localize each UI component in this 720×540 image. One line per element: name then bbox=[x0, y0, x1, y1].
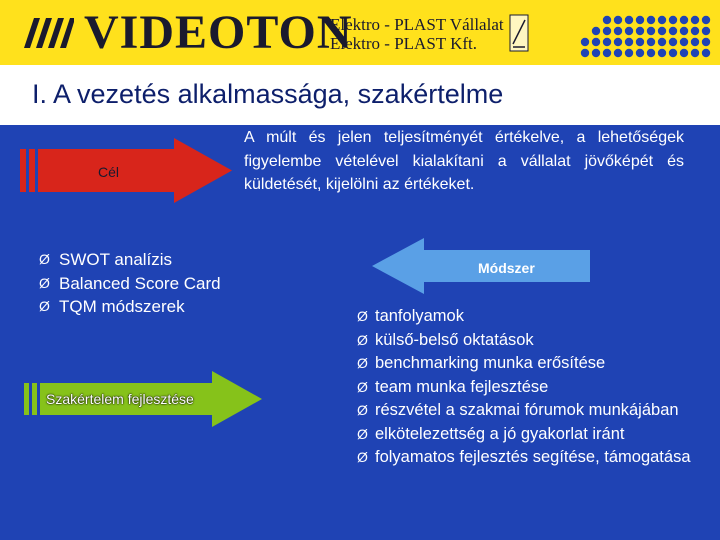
method-label: Módszer bbox=[478, 260, 535, 276]
bullet-arrow-icon: Ø bbox=[357, 308, 368, 324]
plast-emblem-icon bbox=[509, 14, 529, 52]
list-item: Ø benchmarking munka erősítése bbox=[357, 352, 702, 376]
goal-description: A múlt és jelen teljesítményét értékelve, a lehetőségek figyelembe vételével kialakítani a vállalat jövőképét és küldetését, kijelölni az értékeket. bbox=[244, 129, 684, 193]
list-item: Ø TQM módszerek bbox=[39, 295, 221, 319]
tools-list bbox=[39, 248, 221, 319]
bullet-arrow-icon: Ø bbox=[39, 251, 50, 267]
bullet-arrow-icon: Ø bbox=[357, 425, 368, 442]
list-item: Ø elkötelezettség a jó gyakorlat iránt bbox=[357, 423, 702, 447]
bullet-arrow-icon: Ø bbox=[39, 274, 50, 291]
list-item: Ø külső-belső oktatások bbox=[357, 329, 702, 353]
slide-title: I. A vezetés alkalmassága, szakértelme bbox=[32, 79, 504, 109]
company-name-line-1: Elektro - PLAST Vállalat bbox=[330, 15, 504, 34]
expertise-label: Szakértelem fejlesztése bbox=[46, 391, 194, 407]
bullet-arrow-icon: Ø bbox=[357, 378, 368, 395]
bullet-arrow-icon: Ø bbox=[357, 355, 368, 371]
method-list bbox=[357, 305, 702, 470]
bullet-arrow-icon: Ø bbox=[357, 449, 368, 465]
list-item: Ø tanfolyamok bbox=[357, 305, 702, 329]
list-item: Ø részvétel a szakmai fórumok munkájában bbox=[357, 399, 702, 423]
company-name-line-2: Elektro - PLAST Kft. bbox=[330, 34, 478, 53]
list-item: Ø SWOT analízis bbox=[39, 248, 221, 272]
logo-wordmark: VIDEOTON bbox=[84, 6, 353, 59]
bullet-arrow-icon: Ø bbox=[357, 402, 368, 418]
bullet-arrow-icon: Ø bbox=[39, 298, 50, 314]
list-item: Ø Balanced Score Card bbox=[39, 272, 221, 296]
logo-stripes-icon bbox=[24, 18, 74, 48]
company-names bbox=[330, 15, 504, 53]
dot-grid-logo-icon bbox=[580, 14, 712, 62]
list-item: Ø team munka fejlesztése bbox=[357, 376, 702, 400]
goal-label: Cél bbox=[98, 164, 120, 180]
header-banner bbox=[0, 0, 720, 65]
bullet-arrow-icon: Ø bbox=[357, 331, 368, 348]
list-item: Ø folyamatos fejlesztés segítése, támogatása bbox=[357, 446, 702, 470]
